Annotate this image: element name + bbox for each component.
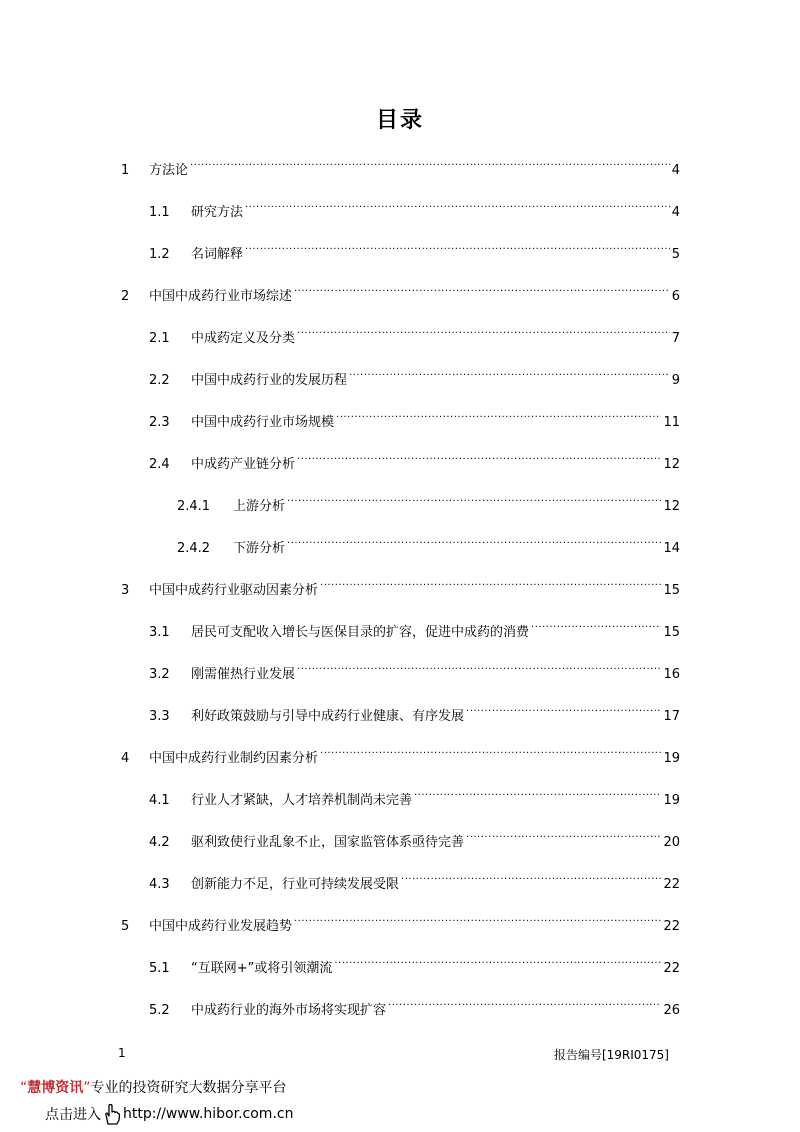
toc-entry-page: 14: [663, 541, 680, 556]
toc-entry[interactable]: [149, 314, 680, 346]
toc-entry[interactable]: [149, 440, 680, 472]
toc-entry-title: 刚需催热行业发展: [191, 667, 296, 682]
toc-entry-page: 19: [663, 793, 680, 808]
toc-entry[interactable]: [149, 650, 680, 682]
toc-entry[interactable]: [121, 734, 680, 766]
toc-entry[interactable]: [177, 524, 680, 556]
toc-entry-title: 驱利致使行业乱象不止，国家监管体系亟待完善: [191, 835, 465, 850]
toc-entry[interactable]: [149, 398, 680, 430]
toc-leader-dots: [531, 608, 661, 636]
toc-entry[interactable]: [149, 356, 680, 388]
toc-entry-title: 中成药行业的海外市场将实现扩容: [191, 1003, 387, 1018]
toc-entry-number: 3.3: [149, 709, 170, 724]
toc-entry-page: 16: [663, 667, 680, 682]
toc-entry-title: 利好政策鼓励与引导中成药行业健康、有序发展: [191, 709, 465, 724]
toc-leader-dots: [320, 734, 661, 762]
toc-entry-title: 中国中成药行业驱动因素分析: [149, 583, 319, 598]
toc-entry-title: 中国中成药行业发展趋势: [149, 919, 293, 934]
toc-leader-dots: [466, 692, 661, 720]
toc-entry-page: 12: [663, 499, 680, 514]
toc-entry[interactable]: [149, 818, 680, 850]
toc-entry-page: 6: [671, 289, 680, 304]
toc-entry-title: 中国中成药行业市场综述: [149, 289, 293, 304]
toc-entry-page: 7: [671, 331, 680, 346]
toc-entry[interactable]: [149, 692, 680, 724]
toc-entry-page: 26: [663, 1003, 680, 1018]
toc-entry-title: “互联网+”或将引领潮流: [191, 961, 333, 976]
toc-entry-page: 5: [671, 247, 680, 262]
toc-entry-title: 中国中成药行业制约因素分析: [149, 751, 319, 766]
toc-entry-page: 4: [671, 163, 680, 178]
toc-entry[interactable]: [121, 146, 680, 178]
toc-entry-page: 9: [671, 373, 680, 388]
toc-leader-dots: [414, 776, 661, 804]
toc-leader-dots: [320, 566, 661, 594]
toc-entry[interactable]: [121, 272, 680, 304]
toc-leader-dots: [349, 356, 670, 384]
toc-entry-title: 居民可支配收入增长与医保目录的扩容，促进中成药的消费: [191, 625, 530, 640]
toc-entry[interactable]: [121, 902, 680, 934]
toc-entry[interactable]: [149, 986, 680, 1018]
toc-entry-number: 4: [121, 751, 130, 766]
toc-entry-page: 15: [663, 625, 680, 640]
toc-entry[interactable]: [121, 566, 680, 598]
toc-entry[interactable]: [177, 482, 680, 514]
toc-leader-dots: [294, 272, 670, 300]
toc-entry-number: 1.1: [149, 205, 170, 220]
toc-entry-number: 2.4: [149, 457, 170, 472]
toc-entry-title: 研究方法: [191, 205, 244, 220]
site-url-link[interactable]: http://www.hibor.com.cn: [123, 1106, 294, 1122]
toc-entry-number: 2.4.1: [177, 499, 211, 514]
toc-entry-number: 3.2: [149, 667, 170, 682]
toc-entry-page: 22: [663, 961, 680, 976]
toc-entry[interactable]: [149, 188, 680, 220]
toc-entry-title: 名词解释: [191, 247, 244, 262]
click-enter-label: 点击进入: [45, 1107, 101, 1123]
toc-entry[interactable]: [149, 944, 680, 976]
toc-entry-number: 2.4.2: [177, 541, 211, 556]
toc-leader-dots: [294, 902, 661, 930]
toc-entry[interactable]: [149, 860, 680, 892]
toc-entry-title: 方法论: [149, 163, 189, 178]
brand-name: 慧博资讯: [27, 1080, 84, 1096]
toc-entry-number: 2.1: [149, 331, 170, 346]
toc-entry-page: 15: [663, 583, 680, 598]
brand-close-quote: ”: [83, 1080, 91, 1096]
toc-leader-dots: [287, 524, 661, 552]
toc-entry-title: 上游分析: [233, 499, 286, 514]
toc-leader-dots: [334, 944, 661, 972]
toc-entry-number: 1: [121, 163, 130, 178]
brand-slogan: 专业的投资研究大数据分享平台: [90, 1080, 287, 1096]
toc-entry-number: 2: [121, 289, 130, 304]
toc-entry[interactable]: [149, 776, 680, 808]
brand-banner: [20, 1077, 287, 1097]
toc-entry-number: 1.2: [149, 247, 170, 262]
toc-entry-number: 2.3: [149, 415, 170, 430]
toc-entry-number: 2.2: [149, 373, 170, 388]
toc-entry-number: 4.3: [149, 877, 170, 892]
toc-leader-dots: [245, 188, 670, 216]
hand-pointer-icon: [103, 1103, 121, 1125]
toc-entry-page: 22: [663, 919, 680, 934]
toc-leader-dots: [401, 860, 661, 888]
brand-link-row[interactable]: [45, 1103, 293, 1125]
toc-entry-number: 4.1: [149, 793, 170, 808]
toc-leader-dots: [245, 230, 670, 258]
toc-entry-number: 3: [121, 583, 130, 598]
toc-leader-dots: [297, 314, 670, 342]
toc-entry[interactable]: [149, 608, 680, 640]
brand-open-quote: “: [20, 1080, 28, 1096]
toc-entry-page: 22: [663, 877, 680, 892]
toc-leader-dots: [287, 482, 661, 510]
toc-entry-page: 19: [663, 751, 680, 766]
page-title: 目录: [375, 108, 424, 133]
toc-leader-dots: [466, 818, 661, 846]
toc-leader-dots: [297, 650, 661, 678]
toc-entry-page: 11: [663, 415, 680, 430]
toc-entry-page: 12: [663, 457, 680, 472]
toc-entry-page: 20: [663, 835, 680, 850]
report-code: 报告编号[19RI0175]: [553, 1048, 669, 1062]
toc-leader-dots: [388, 986, 661, 1014]
toc-entry-title: 中国中成药行业市场规模: [191, 415, 335, 430]
toc-entry-number: 4.2: [149, 835, 170, 850]
toc-leader-dots: [336, 398, 661, 426]
toc-entry-page: 17: [663, 709, 680, 724]
toc-leader-dots: [297, 440, 661, 468]
toc-entry-title: 中成药产业链分析: [191, 457, 296, 472]
toc-entry-title: 行业人才紧缺，人才培养机制尚未完善: [191, 793, 413, 808]
toc-entry-number: 5.1: [149, 961, 170, 976]
toc-entry[interactable]: [149, 230, 680, 262]
toc-entry-number: 3.1: [149, 625, 170, 640]
toc-entry-number: 5.2: [149, 1003, 170, 1018]
page-number: 1: [118, 1046, 126, 1060]
toc-entry-number: 5: [121, 919, 130, 934]
toc-entry-page: 4: [671, 205, 680, 220]
toc-entry-title: 创新能力不足，行业可持续发展受限: [191, 877, 400, 892]
toc-entry-title: 中国中成药行业的发展历程: [191, 373, 348, 388]
toc-entry-title: 下游分析: [233, 541, 286, 556]
toc-leader-dots: [190, 146, 670, 174]
toc-entry-title: 中成药定义及分类: [191, 331, 296, 346]
